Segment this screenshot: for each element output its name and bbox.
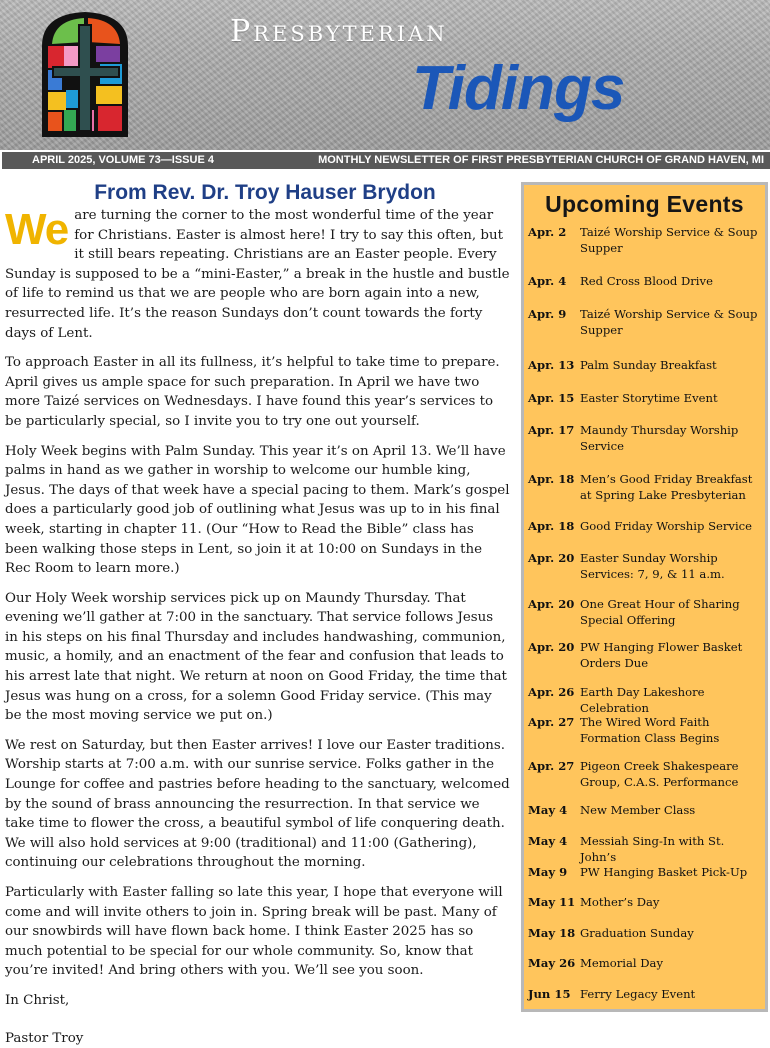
signature: Pastor Troy [5,1030,84,1046]
event-date: Apr. 17 [528,423,575,437]
event-item [528,423,764,454]
event-date: Jun 15 [528,987,571,1001]
pastor-letter [5,206,510,1048]
event-item [528,274,764,290]
event-item [528,865,764,881]
upcoming-events-panel [521,182,768,1012]
event-name: Men’s Good Friday Breakfast at Spring Lake Presbyterian [580,472,753,502]
event-name: Pigeon Creek Shakespeare Group, C.A.S. Performance [580,759,739,789]
drop-cap: We [5,205,69,254]
masthead [0,0,770,150]
event-name: Taizé Worship Service & Soup Supper [580,307,758,337]
event-date: May 4 [528,803,568,817]
event-item [528,987,764,1003]
event-name: Maundy Thursday Worship Service [580,423,739,453]
event-name: PW Hanging Flower Basket Orders Due [580,640,743,670]
event-item [528,834,764,865]
stained-glass-cross-logo [38,10,132,141]
event-name: Easter Sunday Worship Services: 7, 9, & 11 a.m. [580,551,725,581]
issue-info: APRIL 2025, VOLUME 73—ISSUE 4 [32,154,214,166]
event-item [528,307,764,338]
event-date: May 26 [528,956,576,970]
event-item [528,640,764,671]
event-date: May 4 [528,834,568,848]
event-name: One Great Hour of Sharing Special Offering [580,597,740,627]
event-date: May 9 [528,865,568,879]
event-name: New Member Class [580,803,696,817]
event-date: May 18 [528,926,576,940]
article-heading: From Rev. Dr. Troy Hauser Brydon [94,181,436,204]
event-name: The Wired Word Faith Formation Class Begins [580,715,720,745]
event-date: Apr. 15 [528,391,575,405]
event-item [528,597,764,628]
article-paragraph-2: To approach Easter in all its fullness, it’s helpful to take time to prepare. April gives us ample space for such preparation. In April we have two more Taizé services on Wednesdays. I have found this year’s services to be particularly special, so I invite you to try one out yourself. [5,355,500,429]
article-paragraph-1 [5,206,510,343]
masthead-title-tidings: Tidings [412,54,625,123]
event-item [528,956,764,972]
event-name: Memorial Day [580,956,664,970]
event-name: Red Cross Blood Drive [580,274,713,288]
event-date: Apr. 4 [528,274,567,288]
event-name: Easter Storytime Event [580,391,718,405]
event-item [528,391,764,407]
event-item [528,895,764,911]
event-date: Apr. 13 [528,358,575,372]
masthead-title-top: Presbyterian [230,14,448,49]
event-name: Ferry Legacy Event [580,987,696,1001]
event-name: PW Hanging Basket Pick-Up [580,865,748,879]
event-item [528,803,764,819]
event-item [528,926,764,942]
event-date: Apr. 20 [528,551,575,565]
event-date: Apr. 18 [528,472,575,486]
event-name: Messiah Sing-In with St. John’s [580,834,725,864]
event-name: Palm Sunday Breakfast [580,358,717,372]
event-date: Apr. 9 [528,307,567,321]
event-name: Graduation Sunday [580,926,694,940]
article-paragraph-1-text: are turning the corner to the most wonderful time of the year for Christians. Easter is almost here! I try to say this often, but it still bears repeating. Christians are an Easter people. Every Sunday is supposed to be a “mini-Easter,” a break in the hustle and bustle of life to remind us that we are people who are born again into a new, resurrected life. It’s the reason Sundays don’t count towards the forty days of Lent. [5,208,510,341]
article-paragraph-6: Particularly with Easter falling so late this year, I hope that everyone will come and will invite others to join in. Spring break will be past. Many of our snowbirds will have flown back home. I think Easter 2025 has so much potential to be special for our whole community. So, know that you’re invited! And bring others with you. We’ll see you soon. [5,885,503,979]
event-item [528,759,764,790]
article-paragraph-3: Holy Week begins with Palm Sunday. This year it’s on April 13. We’ll have palms in hand as we gather in worship to welcome our humble king, Jesus. The days of that week have a special pacing to them. Mark’s gospel does a particularly good job of outlining what Jesus was up to in his final week, starting in chapter 11. (Our “How to Read the Bible” class has been walking those steps in Lent, so join it at 10:00 on Sundays in the Rec Room to learn more.) [5,443,510,577]
event-name: Earth Day Lakeshore Celebration [580,685,705,715]
event-name: Mother’s Day [580,895,660,909]
event-date: May 11 [528,895,576,909]
newsletter-tagline: MONTHLY NEWSLETTER OF FIRST PRESBYTERIAN CHURCH OF GRAND HAVEN, MI [318,154,764,166]
event-item [528,225,764,256]
event-item [528,715,764,746]
closing-line: In Christ, [5,992,70,1008]
event-name: Taizé Worship Service & Soup Supper [580,225,758,255]
event-name: Good Friday Worship Service [580,519,753,533]
event-date: Apr. 20 [528,597,575,611]
event-item [528,472,764,503]
event-date: Apr. 26 [528,685,575,699]
event-item [528,519,764,535]
upcoming-events-title: Upcoming Events [545,191,744,217]
article-paragraph-4: Our Holy Week worship services pick up on Maundy Thursday. That evening we’ll gather at 7:00 in the sanctuary. That service follows Jesus in his steps on his final Thursday and includes handwashing, communion, music, a homily, and an enactment of the fear and confusion that leads to his arrest late that night. We return at noon on Good Friday, the time that Jesus was hung on a cross, for a solemn Good Friday service. (This may be the most moving service we put on.) [5,590,507,724]
event-item [528,551,764,582]
event-date: Apr. 20 [528,640,575,654]
issue-info-bar [2,152,770,169]
event-date: Apr. 27 [528,759,575,773]
event-item [528,358,764,374]
event-date: Apr. 18 [528,519,575,533]
event-date: Apr. 27 [528,715,575,729]
article-paragraph-5: We rest on Saturday, but then Easter arrives! I love our Easter traditions. Worship starts at 7:00 a.m. with our sunrise service. Folks gather in the Lounge for coffee and pastries before heading to the sanctuary, welcomed by the sound of brass announcing the resurrection. In that service we take time to flower the cross, a beautiful symbol of life conquering death. We will also hold services at 9:00 (traditional) and 11:00 (Gathering), continuing our celebrations throughout the morning. [5,737,510,871]
event-item [528,685,764,716]
event-date: Apr. 2 [528,225,567,239]
